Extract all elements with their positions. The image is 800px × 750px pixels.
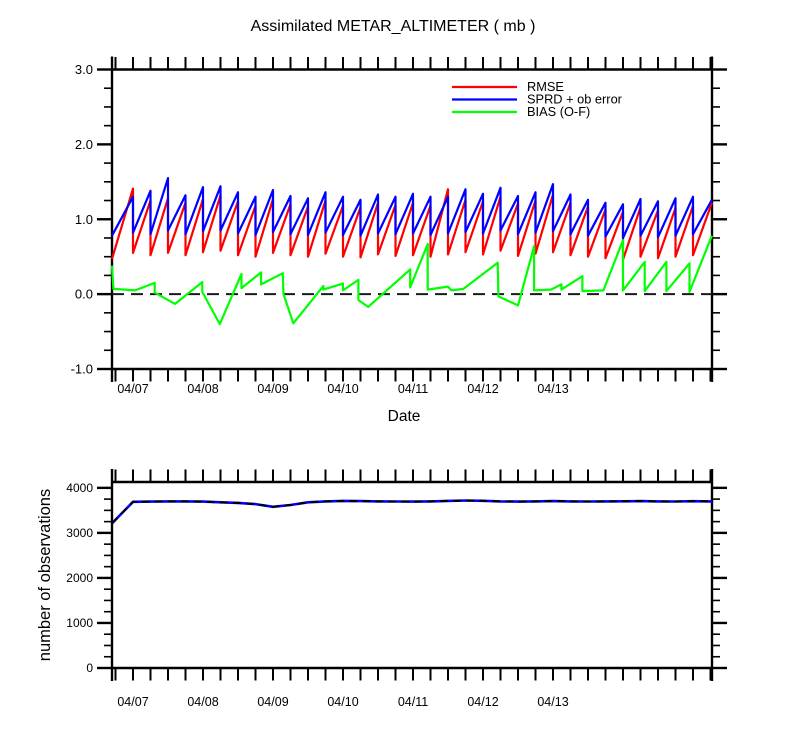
top-y-tick-label: 3.0 bbox=[74, 62, 93, 77]
legend-label-rmse: RMSE bbox=[527, 79, 564, 95]
legend-label-bias: BIAS (O-F) bbox=[527, 104, 591, 120]
bottom-plot-area bbox=[66, 469, 727, 709]
top-y-tick-label: 1.0 bbox=[74, 211, 93, 227]
bottom-x-tick-label: 04/11 bbox=[397, 695, 429, 709]
bottom-y-tick-label: 0 bbox=[86, 661, 93, 675]
top-x-tick-label: 04/11 bbox=[397, 382, 429, 396]
bottom-y-tick-label: 2000 bbox=[66, 570, 93, 585]
bottom-y-tick-label: 4000 bbox=[66, 480, 93, 495]
obs-possible-line bbox=[112, 501, 712, 524]
top-y-tick-label: 0.0 bbox=[74, 286, 93, 302]
bottom-x-tick-label: 04/08 bbox=[187, 695, 219, 709]
obs-assimilated-line bbox=[112, 501, 712, 524]
top-y-tick-label: -1.0 bbox=[70, 361, 93, 377]
bottom-x-tick-label: 04/12 bbox=[467, 695, 499, 709]
legend bbox=[452, 79, 623, 119]
top-plot-area bbox=[71, 57, 727, 397]
bottom-x-tick-label: 04/10 bbox=[327, 695, 359, 709]
bottom-y-axis-title: number of observations bbox=[36, 488, 54, 662]
bottom-x-tick-label: 04/07 bbox=[117, 695, 149, 709]
bottom-x-tick-label: 04/13 bbox=[537, 695, 569, 709]
chart-title: Assimilated METAR_ALTIMETER ( mb ) bbox=[250, 18, 536, 35]
top-x-tick-label: 04/09 bbox=[257, 382, 289, 396]
top-y-tick-label: 2.0 bbox=[74, 136, 93, 152]
top-x-tick-label: 04/13 bbox=[537, 382, 569, 396]
sprd-line bbox=[112, 178, 712, 238]
top-x-tick-label: 04/12 bbox=[467, 382, 499, 396]
x-axis-title: Date bbox=[387, 408, 421, 425]
legend-label-sprd: SPRD + ob error bbox=[527, 91, 622, 107]
top-x-tick-label: 04/07 bbox=[117, 382, 149, 396]
bottom-y-tick-label: 1000 bbox=[66, 615, 93, 630]
bottom-x-tick-label: 04/09 bbox=[257, 695, 289, 709]
top-x-tick-label: 04/10 bbox=[327, 382, 359, 396]
top-x-tick-label: 04/08 bbox=[187, 382, 219, 396]
bottom-y-tick-label: 3000 bbox=[66, 525, 93, 540]
